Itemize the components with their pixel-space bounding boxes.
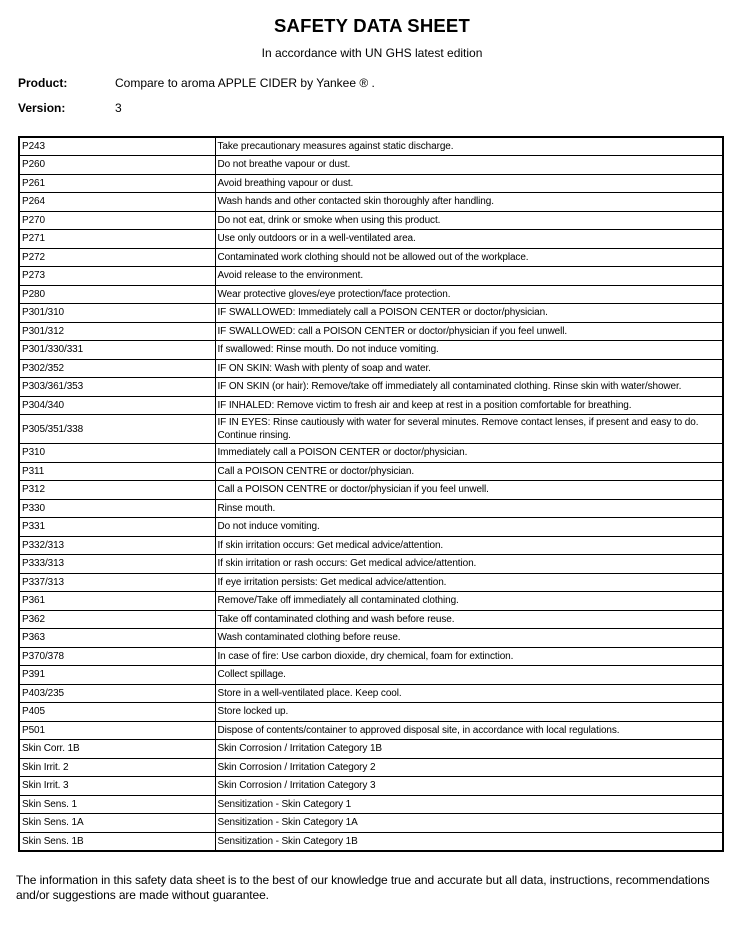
- table-row: [19, 721, 723, 740]
- statement-text-cell: Contaminated work clothing should not be allowed out of the workplace.: [215, 248, 723, 267]
- hazard-statements-table: [18, 136, 724, 852]
- statement-code-cell: P332/313: [19, 536, 215, 555]
- statement-code-cell: P330: [19, 499, 215, 518]
- statement-code-cell: P301/310: [19, 304, 215, 323]
- hazard-statements-body: [19, 137, 723, 851]
- statement-code-cell: Skin Sens. 1A: [19, 814, 215, 833]
- table-row: [19, 499, 723, 518]
- statement-code-cell: P301/330/331: [19, 341, 215, 360]
- statement-text-cell: IF IN EYES: Rinse cautiously with water for several minutes. Remove contact lenses, if present and easy to do. Continue rinsing.: [215, 415, 723, 444]
- version-label: Version:: [18, 101, 66, 115]
- statement-text-cell: Take precautionary measures against static discharge.: [215, 137, 723, 156]
- table-row: [19, 740, 723, 759]
- statement-text-cell: IF ON SKIN: Wash with plenty of soap and water.: [215, 359, 723, 378]
- statement-text-cell: If eye irritation persists: Get medical advice/attention.: [215, 573, 723, 592]
- statement-text-cell: IF ON SKIN (or hair): Remove/take off immediately all contaminated clothing. Rinse skin with water/shower.: [215, 378, 723, 397]
- disclaimer-text: The information in this safety data sheet is to the best of our knowledge true and accurate but all data, instructions, recommendations and/or suggestions are made without guarantee.: [16, 872, 710, 902]
- table-row: [19, 174, 723, 193]
- statement-text-cell: Use only outdoors or in a well-ventilated area.: [215, 230, 723, 249]
- statement-code-cell: Skin Corr. 1B: [19, 740, 215, 759]
- statement-code-cell: P391: [19, 666, 215, 685]
- statement-text-cell: If skin irritation or rash occurs: Get medical advice/attention.: [215, 555, 723, 574]
- statement-code-cell: P362: [19, 610, 215, 629]
- page-title: SAFETY DATA SHEET: [274, 15, 470, 36]
- table-row: [19, 341, 723, 360]
- statement-text-cell: Call a POISON CENTRE or doctor/physician if you feel unwell.: [215, 481, 723, 500]
- table-row: [19, 573, 723, 592]
- statement-text-cell: Do not breathe vapour or dust.: [215, 156, 723, 175]
- table-row: [19, 396, 723, 415]
- statement-code-cell: P273: [19, 267, 215, 286]
- table-row: [19, 555, 723, 574]
- table-row: [19, 518, 723, 537]
- statement-text-cell: Call a POISON CENTRE or doctor/physician.: [215, 462, 723, 481]
- statement-text-cell: Wash hands and other contacted skin thoroughly after handling.: [215, 193, 723, 212]
- statement-text-cell: Store in a well-ventilated place. Keep cool.: [215, 684, 723, 703]
- table-row: [19, 629, 723, 648]
- table-row: [19, 536, 723, 555]
- statement-text-cell: In case of fire: Use carbon dioxide, dry chemical, foam for extinction.: [215, 647, 723, 666]
- statement-code-cell: Skin Irrit. 2: [19, 758, 215, 777]
- table-row: [19, 211, 723, 230]
- statement-code-cell: P280: [19, 285, 215, 304]
- statement-text-cell: IF SWALLOWED: call a POISON CENTER or doctor/physician if you feel unwell.: [215, 322, 723, 341]
- statement-text-cell: Sensitization - Skin Category 1A: [215, 814, 723, 833]
- product-row: [18, 76, 744, 90]
- statement-text-cell: Sensitization - Skin Category 1B: [215, 832, 723, 851]
- statement-text-cell: Wear protective gloves/eye protection/face protection.: [215, 285, 723, 304]
- statement-text-cell: Collect spillage.: [215, 666, 723, 685]
- statement-code-cell: P305/351/338: [19, 415, 215, 444]
- table-row: [19, 156, 723, 175]
- statement-code-cell: P264: [19, 193, 215, 212]
- statement-code-cell: P303/361/353: [19, 378, 215, 397]
- statement-text-cell: Do not eat, drink or smoke when using this product.: [215, 211, 723, 230]
- statement-code-cell: P333/313: [19, 555, 215, 574]
- table-row: [19, 248, 723, 267]
- table-row: [19, 832, 723, 851]
- statement-text-cell: Remove/Take off immediately all contaminated clothing.: [215, 592, 723, 611]
- statement-text-cell: Avoid release to the environment.: [215, 267, 723, 286]
- table-row: [19, 285, 723, 304]
- statement-text-cell: Rinse mouth.: [215, 499, 723, 518]
- table-row: [19, 814, 723, 833]
- table-row: [19, 304, 723, 323]
- table-row: [19, 267, 723, 286]
- statement-code-cell: P361: [19, 592, 215, 611]
- table-row: [19, 795, 723, 814]
- page-subtitle: In accordance with UN GHS latest edition: [261, 46, 483, 60]
- table-row: [19, 610, 723, 629]
- statement-text-cell: Take off contaminated clothing and wash before reuse.: [215, 610, 723, 629]
- product-value: Compare to aroma APPLE CIDER by Yankee ® .: [115, 76, 375, 90]
- table-row: [19, 415, 723, 444]
- table-row: [19, 193, 723, 212]
- statement-code-cell: P310: [19, 444, 215, 463]
- table-row: [19, 777, 723, 796]
- statement-text-cell: IF SWALLOWED: Immediately call a POISON CENTER or doctor/physician.: [215, 304, 723, 323]
- statement-code-cell: P312: [19, 481, 215, 500]
- statement-text-cell: Wash contaminated clothing before reuse.: [215, 629, 723, 648]
- table-row: [19, 462, 723, 481]
- statement-text-cell: Do not induce vomiting.: [215, 518, 723, 537]
- statement-text-cell: Sensitization - Skin Category 1: [215, 795, 723, 814]
- statement-code-cell: P331: [19, 518, 215, 537]
- statement-code-cell: P302/352: [19, 359, 215, 378]
- table-row: [19, 592, 723, 611]
- statement-code-cell: P243: [19, 137, 215, 156]
- statement-code-cell: P304/340: [19, 396, 215, 415]
- statement-text-cell: Store locked up.: [215, 703, 723, 722]
- product-label: Product:: [18, 76, 68, 90]
- statement-text-cell: Skin Corrosion / Irritation Category 1B: [215, 740, 723, 759]
- statement-text-cell: If skin irritation occurs: Get medical advice/attention.: [215, 536, 723, 555]
- table-row: [19, 684, 723, 703]
- statement-code-cell: P260: [19, 156, 215, 175]
- statement-text-cell: Immediately call a POISON CENTER or doctor/physician.: [215, 444, 723, 463]
- table-row: [19, 359, 723, 378]
- table-row: [19, 666, 723, 685]
- statement-code-cell: P301/312: [19, 322, 215, 341]
- statement-code-cell: P271: [19, 230, 215, 249]
- statement-code-cell: P403/235: [19, 684, 215, 703]
- table-row: [19, 647, 723, 666]
- table-row: [19, 230, 723, 249]
- table-row: [19, 444, 723, 463]
- statement-text-cell: Skin Corrosion / Irritation Category 2: [215, 758, 723, 777]
- statement-code-cell: P270: [19, 211, 215, 230]
- statement-text-cell: IF INHALED: Remove victim to fresh air and keep at rest in a position comfortable for breathing.: [215, 396, 723, 415]
- table-row: [19, 758, 723, 777]
- table-row: [19, 481, 723, 500]
- table-row: [19, 378, 723, 397]
- statement-code-cell: P272: [19, 248, 215, 267]
- table-row: [19, 703, 723, 722]
- statement-text-cell: If swallowed: Rinse mouth. Do not induce vomiting.: [215, 341, 723, 360]
- statement-code-cell: P363: [19, 629, 215, 648]
- table-row: [19, 322, 723, 341]
- statement-code-cell: P405: [19, 703, 215, 722]
- statement-code-cell: P311: [19, 462, 215, 481]
- version-row: [18, 101, 744, 115]
- statement-code-cell: P261: [19, 174, 215, 193]
- statement-code-cell: Skin Sens. 1B: [19, 832, 215, 851]
- statement-code-cell: P370/378: [19, 647, 215, 666]
- statement-text-cell: Skin Corrosion / Irritation Category 3: [215, 777, 723, 796]
- version-value: 3: [115, 101, 122, 115]
- statement-code-cell: Skin Irrit. 3: [19, 777, 215, 796]
- statement-text-cell: Dispose of contents/container to approved disposal site, in accordance with local regulations.: [215, 721, 723, 740]
- table-row: [19, 137, 723, 156]
- statement-text-cell: Avoid breathing vapour or dust.: [215, 174, 723, 193]
- statement-code-cell: Skin Sens. 1: [19, 795, 215, 814]
- statement-code-cell: P337/313: [19, 573, 215, 592]
- statement-code-cell: P501: [19, 721, 215, 740]
